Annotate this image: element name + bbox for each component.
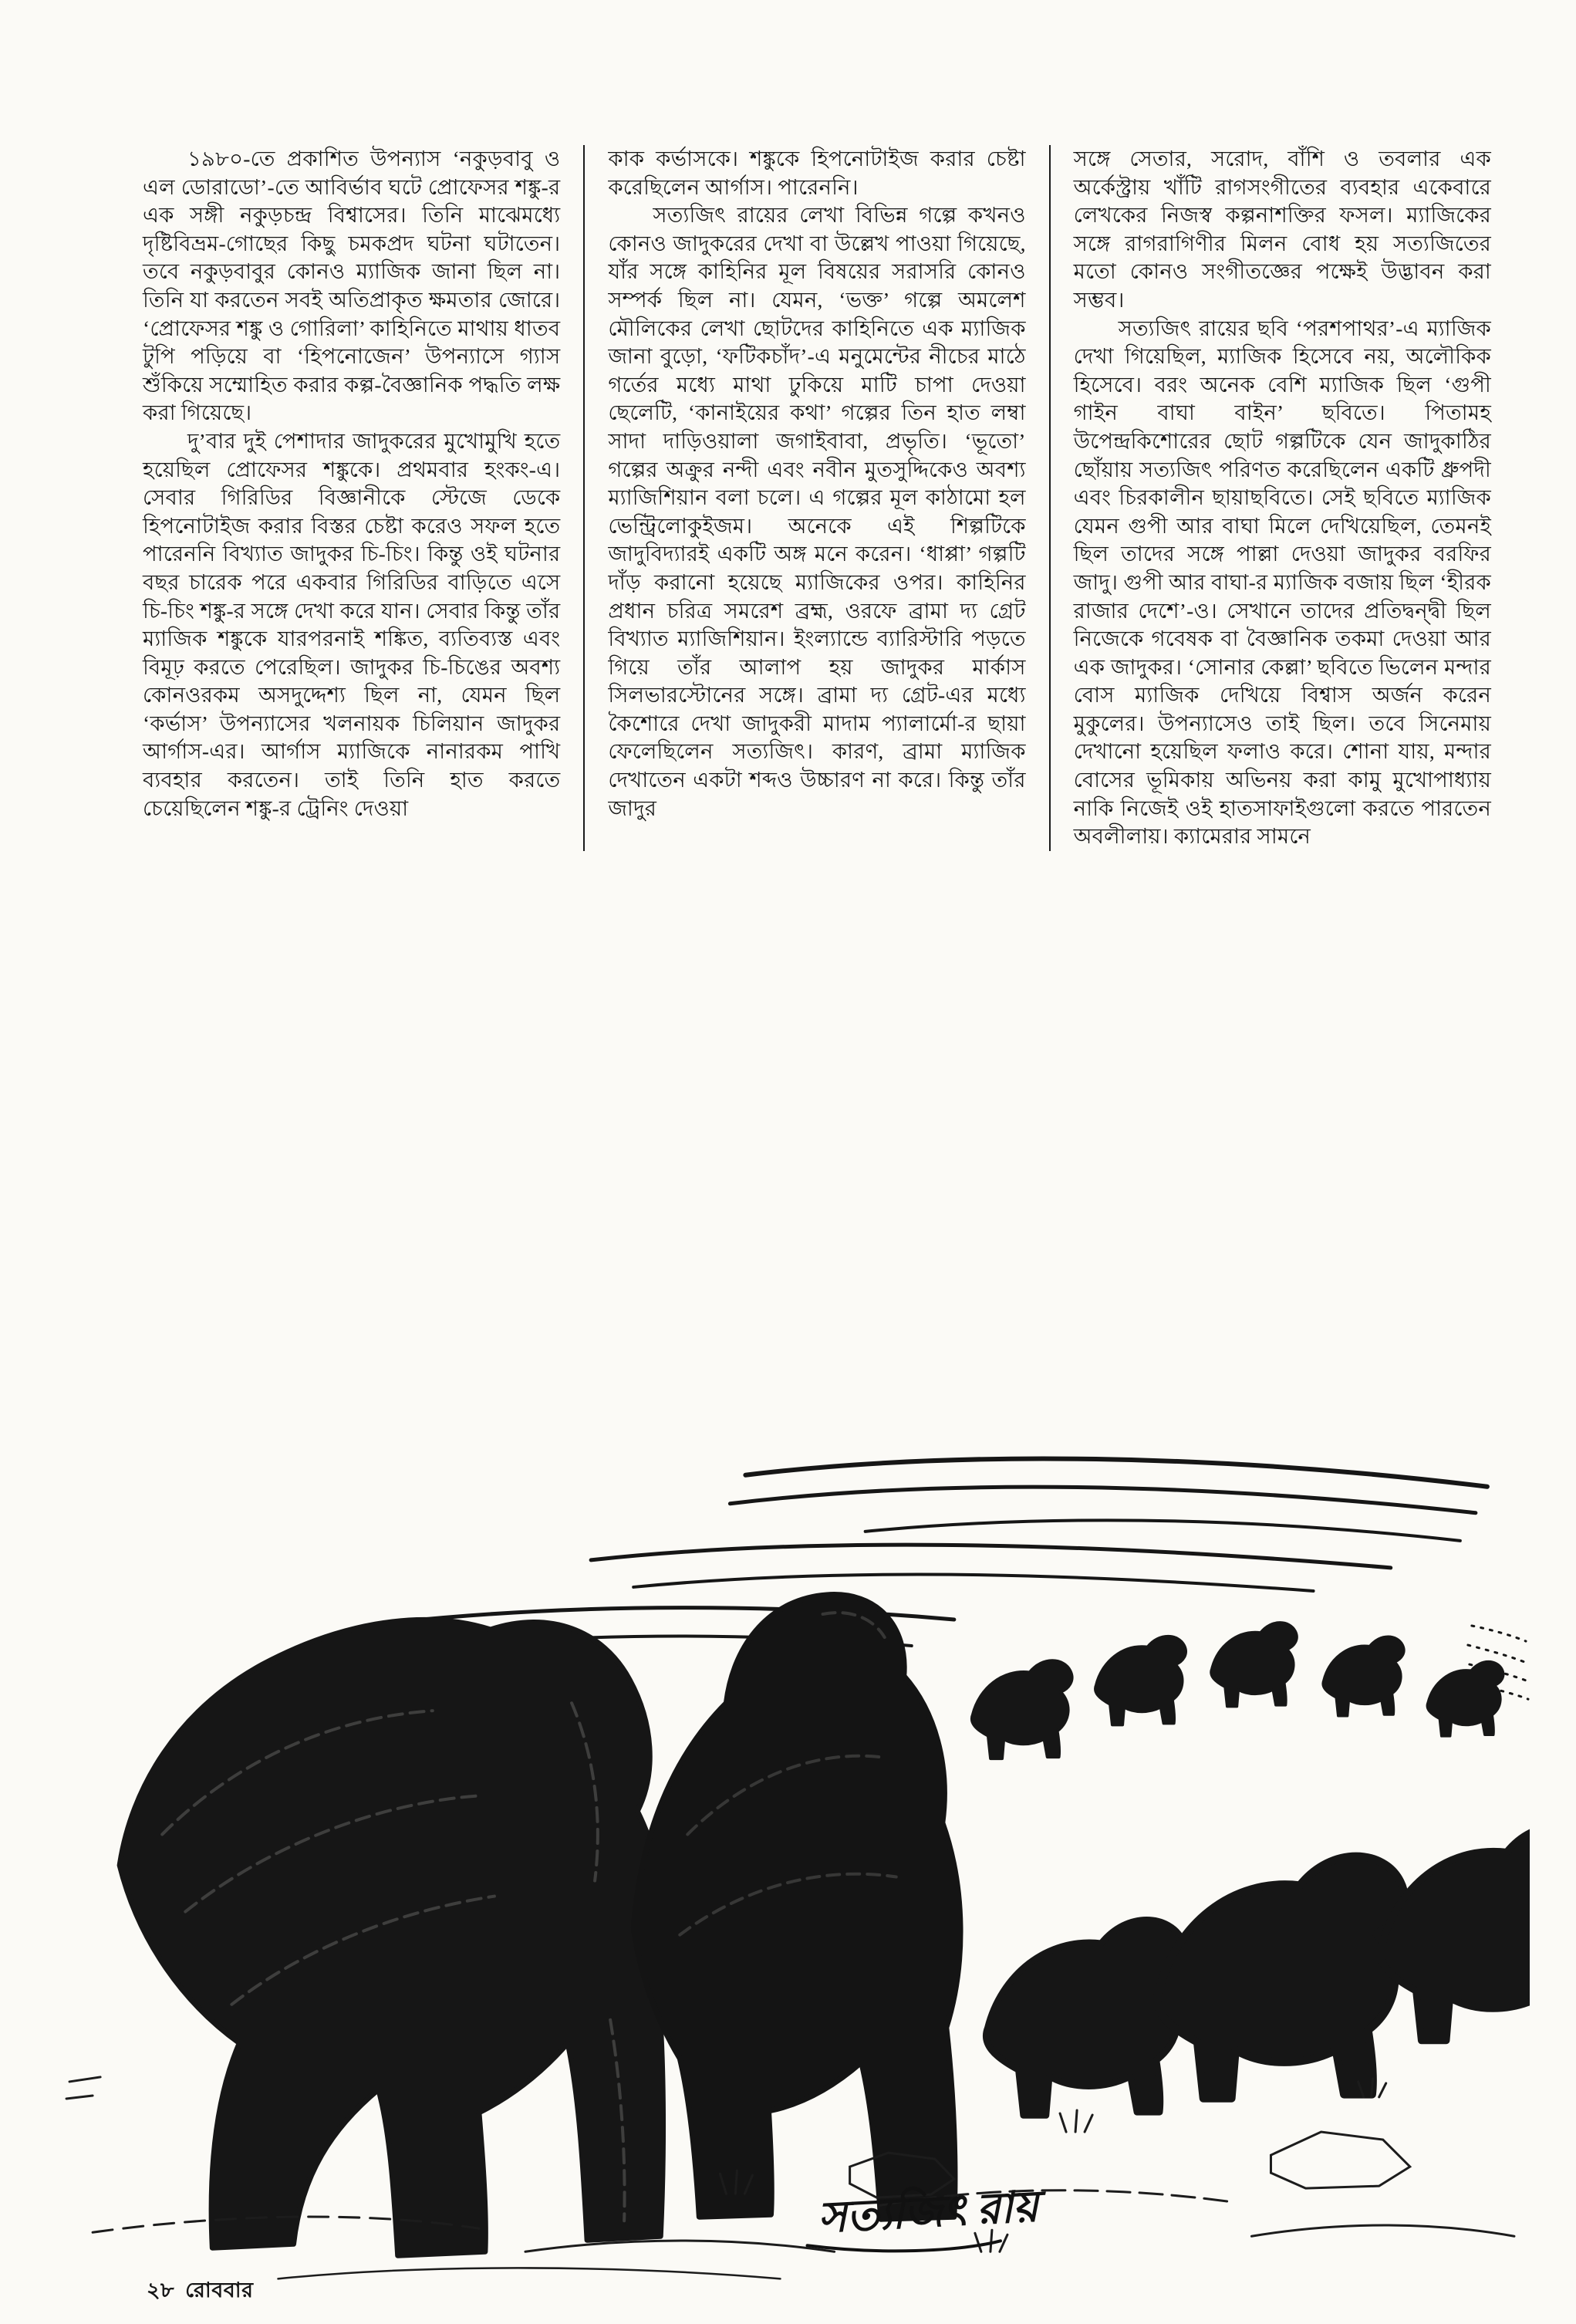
magazine-name: রোববার bbox=[185, 2278, 254, 2302]
text-column-1 bbox=[143, 145, 583, 851]
artist-signature bbox=[808, 2179, 1049, 2251]
second-gorilla bbox=[633, 1595, 960, 2220]
paragraph: সত্যজিৎ রায়ের লেখা বিভিন্ন গল্পে কখনও কোনও জাদুকরের দেখা বা উল্লেখ পাওয়া গিয়েছে, যাঁর সঙ্গে কাহিনির মূল বিষয়ের সরাসরি কোনও সম্পর্ক ছিল না। যেমন, ‘ভক্ত’ গল্পে অমলেশ মৌলিকের লেখা ছোটদের কাহিনিতে এক ম্যাজিক জানা বুড়ো, ‘ফটিকচাঁদ’-এ মনুমেন্টের নীচের মাঠে গর্তের মধ্যে মাথা ঢুকিয়ে মাটি চাপা দেওয়া ছেলেটি, ‘কানাইয়ের কথা’ গল্পের তিন হাত লম্বা সাদা দাড়িওয়ালা জগাইবাবা, প্রভৃতি। ‘ভূতো’ গল্পের অক্রুর নন্দী এবং নবীন মুতসুদ্দিকেও অবশ্য ম্যাজিশিয়ান বলা চলে। এ গল্পের মূল কাঠামো হল ভেন্ট্রিলোকুইজম। অনেকে এই শিল্পটিকে জাদুবিদ্যারই একটি অঙ্গ মনে করেন। ‘ধাপ্পা’ গল্পটি দাঁড় করানো হয়েছে ম্যাজিকের ওপর। কাহিনির প্রধান চরিত্র সমরেশ ব্রহ্ম, ওরফে ব্রামা দ্য গ্রেট বিখ্যাত ম্যাজিশিয়ান। ইংল্যান্ডে ব্যারিস্টারি পড়তে গিয়ে তাঁর আলাপ হয় জাদুকর মার্কাস সিলভারস্টোনের সঙ্গে। ব্রামা দ্য গ্রেট-এর মধ্যে কৈশোরে দেখা জাদুকরী মাদাম প্যালার্মো-র ছায়া ফেলেছিলেন সত্যজিৎ। কারণ, ব্রামা ম্যাজিক দেখাতেন একটা শব্দও উচ্চারণ না করে। কিন্তু তাঁর জাদুর bbox=[608, 203, 1026, 820]
paragraph: ১৯৮০-তে প্রকাশিত উপন্যাস ‘নকুড়বাবু ও এল ডোরাডো’-তে আবির্ভাব ঘটে প্রোফেসর শঙ্কু-র এক সঙ্গী নকুড়চন্দ্র বিশ্বাসের। তিনি মাঝেমধ্যে দৃষ্টিবিভ্রম-গোছের কিছু চমকপ্রদ ঘটনা ঘটাতেন। তবে নকুড়বাবুর কোনও ম্যাজিক জানা ছিল না। তিনি যা করতেন সবই অতিপ্রাকৃত ক্ষমতার জোরে। ‘প্রোফেসর শঙ্কু ও গোরিলা’ কাহিনিতে মাথায় ধাতব টুপি পড়িয়ে বা ‘হিপনোজেন’ উপন্যাসে গ্যাস শুঁকিয়ে সম্মোহিত করার কল্প-বৈজ্ঞানিক পদ্ধতি লক্ষ করা গিয়েছে। bbox=[143, 147, 561, 425]
article-text-block bbox=[143, 145, 1491, 851]
paragraph: কাক কর্ভাসকে। শঙ্কুকে হিপনোটাইজ করার চেষ্টা করেছিলেন আর্গাস। পারেননি। bbox=[608, 147, 1026, 199]
gorilla-troop-illustration bbox=[46, 1431, 1530, 2299]
page-footer bbox=[147, 2275, 253, 2309]
paragraph: সঙ্গে সেতার, সরোদ, বাঁশি ও তবলার এক অর্কেস্ট্রায় খাঁটি রাগসংগীতের ব্যবহার একেবারে লেখকের নিজস্ব কল্পনাশক্তির ফসল। ম্যাজিকের সঙ্গে রাগরাগিণীর মিলন বোধ হয় সত্যজিতের মতো কোনও সংগীতজ্ঞের পক্ষেই উদ্ভাবন করা সম্ভব। bbox=[1073, 147, 1491, 312]
page-number: ২৮ bbox=[147, 2278, 175, 2302]
signature-underline bbox=[808, 2241, 1001, 2251]
text-column-3 bbox=[1049, 145, 1491, 851]
paragraph: সত্যজিৎ রায়ের ছবি ‘পরশপাথর’-এ ম্যাজিক দেখা গিয়েছিল, ম্যাজিক হিসেবে নয়, অলৌকিক হিসেবে। বরং অনেক বেশি ম্যাজিক ছিল ‘গুপী গাইন বাঘা বাইন’ ছবিতে। পিতামহ উপেন্দ্রকিশোরের ছোট গল্পটিকে যেন জাদুকাঠির ছোঁয়ায় সত্যজিৎ পরিণত করেছিলেন একটি ধ্রুপদী এবং চিরকালীন ছায়াছবিতে। সেই ছবিতে ম্যাজিক যেমন গুপী আর বাঘা মিলে দেখিয়েছিল, তেমনই ছিল তাদের সঙ্গে পাল্লা দেওয়া জাদুকর বরফির জাদু। গুপী আর বাঘা-র ম্যাজিক বজায় ছিল ‘হীরক রাজার দেশে’-ও। সেখানে তাদের প্রতিদ্বন্দ্বী ছিল নিজেকে গবেষক বা বৈজ্ঞানিক তকমা দেওয়া আর এক জাদুকর। ‘সোনার কেল্লা’ ছবিতে ভিলেন মন্দার বোস ম্যাজিক দেখিয়ে বিশ্বাস অর্জন করেন মুকুলের। উপন্যাসেও তাই ছিল। তবে সিনেমায় দেখানো হয়েছিল ফলাও করে। শোনা যায়, মন্দার বোসের ভূমিকায় অভিনয় করা কামু মুখোপাধ্যায় নাকি নিজেই ওই হাতসাফাইগুলো করতে পারতেন অবলীলায়। ক্যামেরার সামনে bbox=[1073, 316, 1491, 849]
ape-troop bbox=[972, 1623, 1503, 1758]
text-column-2 bbox=[583, 145, 1048, 851]
paragraph: দু’বার দুই পেশাদার জাদুকরের মুখোমুখি হতে হয়েছিল প্রোফেসর শঙ্কুকে। প্রথমবার হংকং-এ। সেবার গিরিডির বিজ্ঞানীকে স্টেজে ডেকে হিপনোটাইজ করার বিস্তর চেষ্টা করেও সফল হতে পারেননি বিখ্যাত জাদুকর চি-চিং। কিন্তু ওই ঘটনার বছর চারেক পরে একবার গিরিডির বাড়িতে এসে চি-চিং শঙ্কু-র সঙ্গে দেখা করে যান। সেবার কিন্তু তাঁর ম্যাজিক শঙ্কুকে যারপরনাই শঙ্কিত, ব্যতিব্যস্ত এবং বিমূঢ় করতে পেরেছিল। জাদুকর চি-চিঙের অবশ্য কোনওরকম অসদুদ্দেশ্য ছিল না, যেমন ছিল ‘কর্ভাস’ উপন্যাসের খলনায়ক চিলিয়ান জাদুকর আর্গাস-এর। আর্গাস ম্যাজিকে নানারকম পাখি ব্যবহার করতেন। তাই তিনি হাত করতে চেয়েছিলেন শঙ্কু-র ট্রেনিং দেওয়া bbox=[143, 428, 561, 820]
lead-gorilla bbox=[120, 1620, 663, 2255]
midground-gorillas bbox=[986, 1826, 1530, 2116]
artist-signature-text: সত্যজিৎ রায় bbox=[816, 2183, 1040, 2243]
sky-lines bbox=[398, 1459, 1487, 1648]
